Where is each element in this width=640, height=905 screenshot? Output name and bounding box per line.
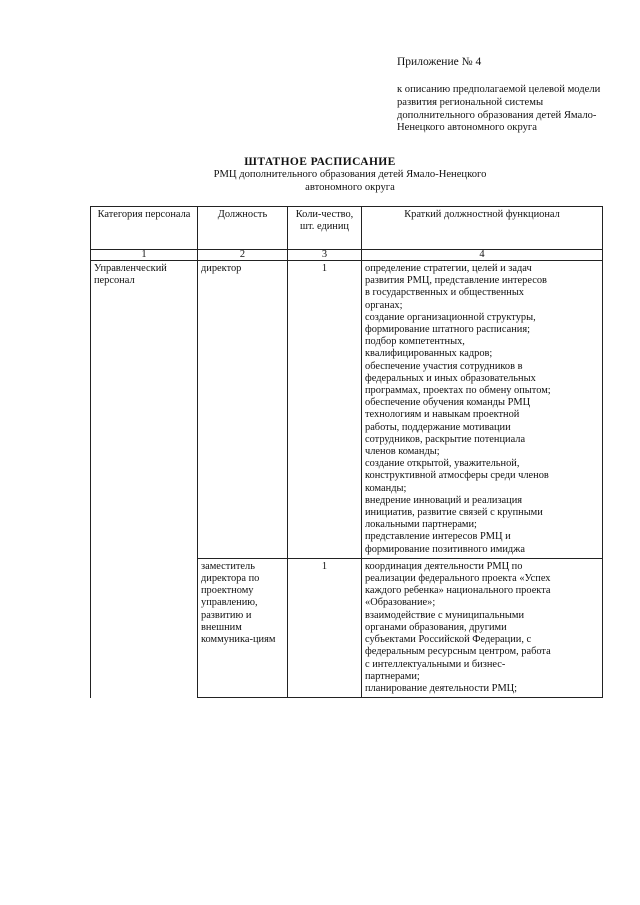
function-line: квалифицированных кадров; — [365, 348, 493, 360]
function-line: подбор компетентных, — [365, 336, 465, 348]
document-title: ШТАТНОЕ РАСПИСАНИЕ — [244, 156, 396, 168]
function-line: локальными партнерами; — [365, 519, 477, 531]
function-line: сотрудников, раскрытие потенциала — [365, 433, 526, 445]
column-number: 3 — [288, 250, 362, 261]
function-line: формирование штатного расписания; — [365, 324, 530, 336]
function-line: федеральным ресурсным центром, работа — [365, 646, 551, 658]
function-line: определение стратегии, целей и задач — [365, 263, 532, 274]
appendix-label: Приложение № 4 — [397, 56, 482, 68]
header-category: Категория персонала — [91, 207, 198, 250]
header-quantity: Коли-чество, шт. единиц — [288, 207, 362, 250]
function-line: формирование позитивного имиджа — [365, 543, 525, 555]
function-line: партнерами; — [365, 670, 420, 682]
column-number: 2 — [198, 250, 288, 261]
table-row — [91, 261, 603, 559]
function-line: координация деятельности РМЦ по — [365, 560, 523, 572]
column-number-row — [91, 250, 603, 261]
function-line: реализации федерального проекта «Успех — [365, 573, 551, 585]
function-line: программах, проектах по обмену опытом; — [365, 385, 551, 397]
function-line: взаимодействие с муниципальными — [365, 609, 525, 621]
quantity-cell: 1 — [288, 261, 362, 559]
function-line: команды; — [365, 482, 407, 494]
function-line: представление интересов РМЦ и — [365, 531, 511, 543]
staff-schedule-table — [90, 206, 603, 698]
appendix-description: к описанию предполагаемой целевой модели развития региональной системы дополнительного образования детей Ямало-Ненецкого автономного округа — [397, 84, 601, 134]
function-line: обеспечение обучения команды РМЦ — [365, 397, 531, 409]
function-line: работы, поддержание мотивации — [365, 421, 511, 433]
table-header-row — [91, 207, 603, 250]
function-line: планирование деятельности РМЦ; — [365, 682, 518, 694]
column-number: 1 — [91, 250, 198, 261]
function-line: обеспечение участия сотрудников в — [365, 360, 523, 372]
position-cell: заместитель директора по проектному управлению, развитию и внешним коммуника-циям — [198, 558, 288, 697]
column-number: 4 — [362, 250, 603, 261]
function-line: членов команды; — [365, 446, 440, 458]
document-subtitle: РМЦ дополнительного образования детей Ямало-Ненецкого автономного округа — [213, 169, 487, 193]
functions-cell — [362, 261, 603, 559]
quantity-cell: 1 — [288, 558, 362, 697]
functions-cell — [362, 558, 603, 697]
function-line: с интеллектуальными и бизнес- — [365, 658, 506, 670]
function-line: каждого ребенка» национального проекта — [365, 585, 551, 597]
position-cell: директор — [198, 261, 288, 559]
function-line: создание организационной структуры, — [365, 311, 536, 323]
function-line: внедрение инноваций и реализация — [365, 494, 523, 506]
function-line: федеральных и иных образовательных — [365, 372, 536, 384]
function-line: конструктивной атмосферы среди членов — [365, 470, 549, 482]
function-line: технологиям и навыкам проектной — [365, 409, 520, 421]
function-line: инициатив, развитие связей с крупными — [365, 507, 543, 519]
function-line: «Образование»; — [365, 597, 436, 609]
header-functions: Краткий должностной функционал — [362, 207, 603, 250]
function-line: развития РМЦ, представление интересов — [365, 275, 547, 287]
category-cell: Управленческий персонал — [91, 261, 198, 698]
function-line: органах; — [365, 299, 403, 311]
header-position: Должность — [198, 207, 288, 250]
function-line: в государственных и общественных — [365, 287, 524, 299]
function-line: органами образования, другими — [365, 621, 507, 633]
function-line: субъектами Российской Федерации, с — [365, 634, 532, 646]
function-line: создание открытой, уважительной, — [365, 458, 520, 470]
